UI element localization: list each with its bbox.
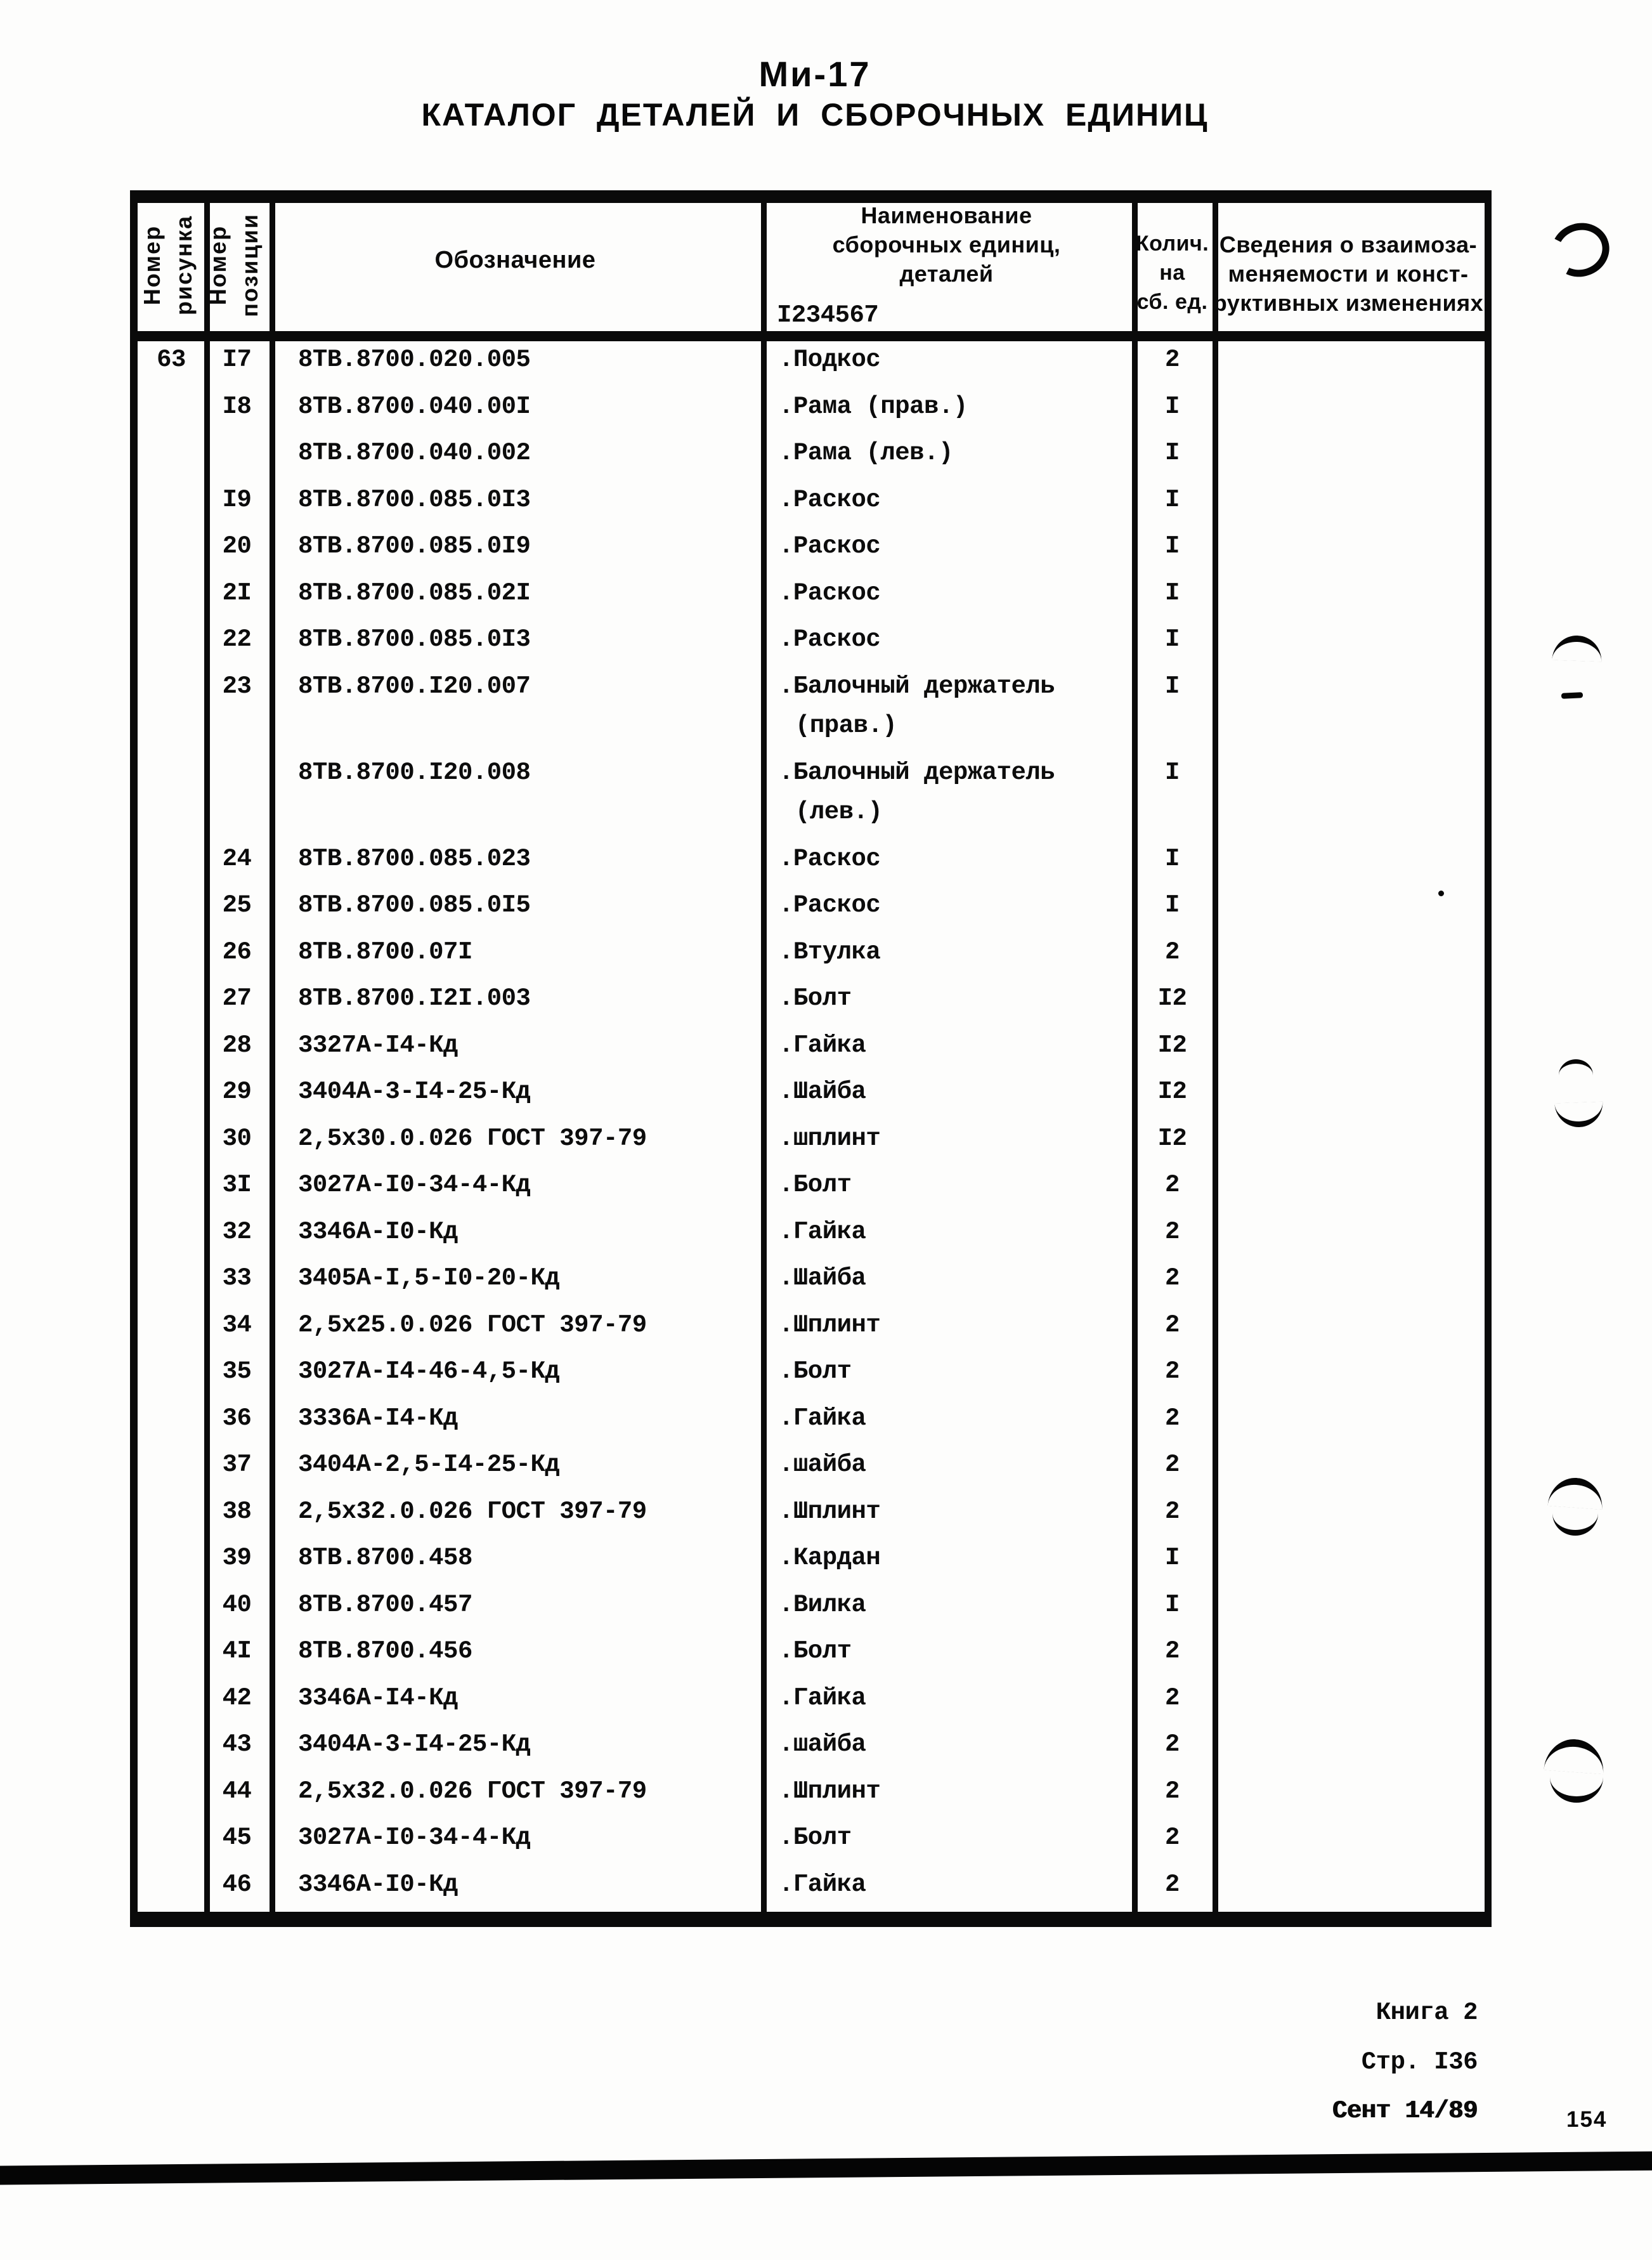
cell-qty: 2 <box>1165 1404 1180 1432</box>
cell-name: .Гайка <box>779 1031 866 1059</box>
cell-name: .Болт <box>779 1357 852 1385</box>
cell-position: 46 <box>222 1870 252 1898</box>
cell-designation: 8ТВ.8700.085.023 <box>298 844 531 873</box>
table-row <box>0 1824 1652 1868</box>
cell-position: 23 <box>222 672 252 700</box>
cell-position: 20 <box>222 532 252 560</box>
table-row <box>0 439 1652 483</box>
cell-qty: I <box>1165 672 1180 700</box>
cell-qty: I <box>1165 392 1180 421</box>
header-name-line: сборочных единиц, <box>832 232 1061 258</box>
table-row <box>0 798 1652 842</box>
cell-position: I9 <box>222 485 252 514</box>
footer-page: Стр. I36 <box>1361 2048 1478 2076</box>
cell-qty: I <box>1165 625 1180 653</box>
cell-position: 37 <box>222 1451 252 1479</box>
cell-qty: 2 <box>1165 1451 1180 1479</box>
table-row <box>0 1078 1652 1122</box>
cell-qty: 2 <box>1165 1217 1180 1246</box>
cell-designation: 3336А-I4-Кд <box>298 1404 458 1432</box>
cell-name: .Раскос <box>779 485 881 514</box>
cell-name: .Рама (лев.) <box>779 439 953 467</box>
cell-qty: 2 <box>1165 937 1180 966</box>
header-position-line: Номер <box>205 225 231 306</box>
page-number: 154 <box>1566 2107 1608 2132</box>
cell-position: 3I <box>222 1171 252 1199</box>
cell-designation: 8ТВ.8700.I2I.003 <box>298 984 531 1012</box>
header-qty-line: Колич. <box>1135 232 1209 256</box>
table-row <box>0 938 1652 983</box>
cell-position: 39 <box>222 1544 252 1572</box>
cell-qty: I <box>1165 439 1180 467</box>
cell-position: I7 <box>222 346 252 374</box>
table-row <box>0 1498 1652 1542</box>
cell-position: 35 <box>222 1357 252 1385</box>
cell-designation: 3327А-I4-Кд <box>298 1031 458 1059</box>
cell-designation: 8ТВ.8700.I20.007 <box>298 672 531 700</box>
header-info-line: Сведения о взаимоза- <box>1219 232 1478 258</box>
header-name-line: Наименование <box>861 202 1032 228</box>
cell-name: (прав.) <box>795 712 897 740</box>
cell-designation: 3404А-3-I4-25-Кд <box>298 1078 531 1106</box>
cell-qty: I <box>1165 1544 1180 1572</box>
table-row <box>0 984 1652 1029</box>
cell-qty: 2 <box>1165 1171 1180 1199</box>
cell-position: 42 <box>222 1683 252 1712</box>
cell-figure: 63 <box>157 346 186 374</box>
scan-artifact-speck <box>1438 891 1444 896</box>
table-row <box>0 1591 1652 1635</box>
cell-designation: 8ТВ.8700.040.002 <box>298 439 531 467</box>
cell-name: .Шплинт <box>779 1497 881 1525</box>
table-row <box>0 486 1652 530</box>
cell-qty: I <box>1165 1590 1180 1619</box>
cell-name: .Гайка <box>779 1870 866 1898</box>
cell-name: .Шайба <box>779 1078 866 1106</box>
cell-name: .шайба <box>779 1730 866 1758</box>
cell-designation: 8ТВ.8700.456 <box>298 1637 472 1665</box>
cell-qty: I <box>1165 532 1180 560</box>
cell-position: 40 <box>222 1590 252 1619</box>
cell-designation: 8ТВ.8700.085.02I <box>298 578 531 607</box>
cell-name: .Болт <box>779 984 852 1012</box>
cell-position: 22 <box>222 625 252 653</box>
footer-book: Книга 2 <box>1376 1999 1478 2027</box>
cell-position: 38 <box>222 1497 252 1525</box>
table-row <box>0 1218 1652 1262</box>
header-qty-line: на <box>1159 261 1185 285</box>
cell-qty: 2 <box>1165 1497 1180 1525</box>
table-row <box>0 1637 1652 1682</box>
table-row <box>0 1357 1652 1402</box>
cell-designation: 2,5х30.0.026 ГОСТ 397-79 <box>298 1124 647 1153</box>
scan-artifact-dash <box>1561 692 1583 699</box>
cell-name: .Балочный держатель <box>779 758 1055 787</box>
table-row <box>0 1777 1652 1822</box>
cell-name: .Кардан <box>779 1544 881 1572</box>
table-row <box>0 1404 1652 1449</box>
header-name-ruler: I234567 <box>777 301 879 329</box>
cell-designation: 3027А-I4-46-4,5-Кд <box>298 1357 560 1385</box>
cell-name: .Раскос <box>779 578 881 607</box>
header-designation: Обозначение <box>434 247 596 273</box>
cell-qty: 2 <box>1165 1870 1180 1898</box>
cell-qty: 2 <box>1165 1637 1180 1665</box>
cell-name: .Шплинт <box>779 1310 881 1339</box>
cell-position: 43 <box>222 1730 252 1758</box>
cell-qty: 2 <box>1165 1264 1180 1292</box>
cell-qty: I <box>1165 891 1180 919</box>
footer-date: Сент 14/89 <box>1332 2097 1478 2125</box>
cell-qty: I2 <box>1157 1078 1187 1106</box>
cell-name: .Гайка <box>779 1404 866 1432</box>
cell-name: .Раскос <box>779 844 881 873</box>
cell-name: .Гайка <box>779 1217 866 1246</box>
table-row <box>0 1730 1652 1775</box>
cell-position: 25 <box>222 891 252 919</box>
table-row <box>0 1684 1652 1728</box>
table-row <box>0 712 1652 756</box>
cell-designation: 8ТВ.8700.085.0I3 <box>298 625 531 653</box>
cell-designation: 2,5х32.0.026 ГОСТ 397-79 <box>298 1777 647 1805</box>
cell-name: .Болт <box>779 1824 852 1852</box>
table-row <box>0 1125 1652 1169</box>
cell-name: .Раскос <box>779 532 881 560</box>
cell-position: 45 <box>222 1824 252 1852</box>
table-row <box>0 1451 1652 1495</box>
header-position-line: позиции <box>237 213 263 317</box>
cell-designation: 3346А-I0-Кд <box>298 1870 458 1898</box>
cell-position: 2I <box>222 578 252 607</box>
cell-position: 29 <box>222 1078 252 1106</box>
cell-name: .Болт <box>779 1171 852 1199</box>
cell-designation: 8ТВ.8700.020.005 <box>298 346 531 374</box>
doc-subtitle: КАТАЛОГ ДЕТАЛЕЙ И СБОРОЧНЫХ ЕДИНИЦ <box>421 97 1209 133</box>
cell-position: 36 <box>222 1404 252 1432</box>
header-info-line: меняемости и конст- <box>1228 261 1469 287</box>
header-qty-line: сб. ед. <box>1136 290 1208 314</box>
cell-qty: 2 <box>1165 1310 1180 1339</box>
cell-position: 44 <box>222 1777 252 1805</box>
cell-position: 27 <box>222 984 252 1012</box>
cell-designation: 8ТВ.8700.07I <box>298 937 472 966</box>
cell-designation: 8ТВ.8700.085.0I3 <box>298 485 531 514</box>
cell-name: (лев.) <box>795 798 883 826</box>
cell-qty: 2 <box>1165 1730 1180 1758</box>
cell-position: 24 <box>222 844 252 873</box>
cell-name: .Втулка <box>779 937 881 966</box>
doc-title: Ми-17 <box>758 54 871 94</box>
cell-qty: 2 <box>1165 346 1180 374</box>
cell-name: .Вилка <box>779 1590 866 1619</box>
table-row <box>0 346 1652 390</box>
cell-position: I8 <box>222 392 252 421</box>
cell-qty: I <box>1165 844 1180 873</box>
header-figure-line: рисунка <box>171 215 197 315</box>
cell-qty: 2 <box>1165 1357 1180 1385</box>
cell-designation: 3404А-2,5-I4-25-Кд <box>298 1451 560 1479</box>
cell-designation: 8ТВ.8700.457 <box>298 1590 472 1619</box>
cell-position: 33 <box>222 1264 252 1292</box>
cell-name: .Рама (прав.) <box>779 392 968 421</box>
cell-name: .шплинт <box>779 1124 881 1153</box>
cell-designation: 8ТВ.8700.085.0I5 <box>298 891 531 919</box>
cell-qty: I2 <box>1157 1031 1187 1059</box>
header-figure-line: Номер <box>139 225 165 306</box>
cell-name: .Шайба <box>779 1264 866 1292</box>
table-row <box>0 625 1652 670</box>
table-row <box>0 1171 1652 1215</box>
cell-position: 28 <box>222 1031 252 1059</box>
cell-designation: 3405А-I,5-I0-20-Кд <box>298 1264 560 1292</box>
cell-name: .Балочный держатель <box>779 672 1055 700</box>
table-row <box>0 1544 1652 1588</box>
cell-qty: 2 <box>1165 1824 1180 1852</box>
cell-qty: I2 <box>1157 1124 1187 1153</box>
cell-name: .Раскос <box>779 891 881 919</box>
cell-position: 32 <box>222 1217 252 1246</box>
cell-qty: I <box>1165 485 1180 514</box>
cell-qty: I <box>1165 578 1180 607</box>
cell-position: 26 <box>222 937 252 966</box>
cell-designation: 2,5х25.0.026 ГОСТ 397-79 <box>298 1310 647 1339</box>
cell-name: .Шплинт <box>779 1777 881 1805</box>
cell-position: 30 <box>222 1124 252 1153</box>
cell-designation: 2,5х32.0.026 ГОСТ 397-79 <box>298 1497 647 1525</box>
table-row <box>0 579 1652 624</box>
header-info-line: руктивных изменениях <box>1213 290 1484 316</box>
table-row <box>0 1311 1652 1355</box>
cell-designation: 3346А-I0-Кд <box>298 1217 458 1246</box>
table-row <box>0 759 1652 803</box>
cell-designation: 8ТВ.8700.I20.008 <box>298 758 531 787</box>
cell-name: .Раскос <box>779 625 881 653</box>
table-row <box>0 672 1652 717</box>
cell-designation: 8ТВ.8700.040.00I <box>298 392 531 421</box>
cell-designation: 8ТВ.8700.085.0I9 <box>298 532 531 560</box>
header-name-line: деталей <box>899 261 994 287</box>
table-row <box>0 845 1652 889</box>
table-row <box>0 1264 1652 1309</box>
cell-qty: 2 <box>1165 1777 1180 1805</box>
cell-name: .Подкос <box>779 346 881 374</box>
cell-designation: 3027А-I0-34-4-Кд <box>298 1171 531 1199</box>
table-row <box>0 393 1652 437</box>
table-row <box>0 1871 1652 1915</box>
cell-qty: I2 <box>1157 984 1187 1012</box>
cell-name: .шайба <box>779 1451 866 1479</box>
table-row <box>0 1031 1652 1076</box>
cell-qty: I <box>1165 758 1180 787</box>
table-row <box>0 891 1652 936</box>
cell-name: .Гайка <box>779 1683 866 1712</box>
cell-designation: 3404А-3-I4-25-Кд <box>298 1730 531 1758</box>
cell-designation: 3027А-I0-34-4-Кд <box>298 1824 531 1852</box>
cell-qty: 2 <box>1165 1683 1180 1712</box>
cell-designation: 8ТВ.8700.458 <box>298 1544 472 1572</box>
cell-designation: 3346А-I4-Кд <box>298 1683 458 1712</box>
cell-name: .Болт <box>779 1637 852 1665</box>
cell-position: 4I <box>222 1637 252 1665</box>
cell-position: 34 <box>222 1310 252 1339</box>
table-row <box>0 532 1652 577</box>
